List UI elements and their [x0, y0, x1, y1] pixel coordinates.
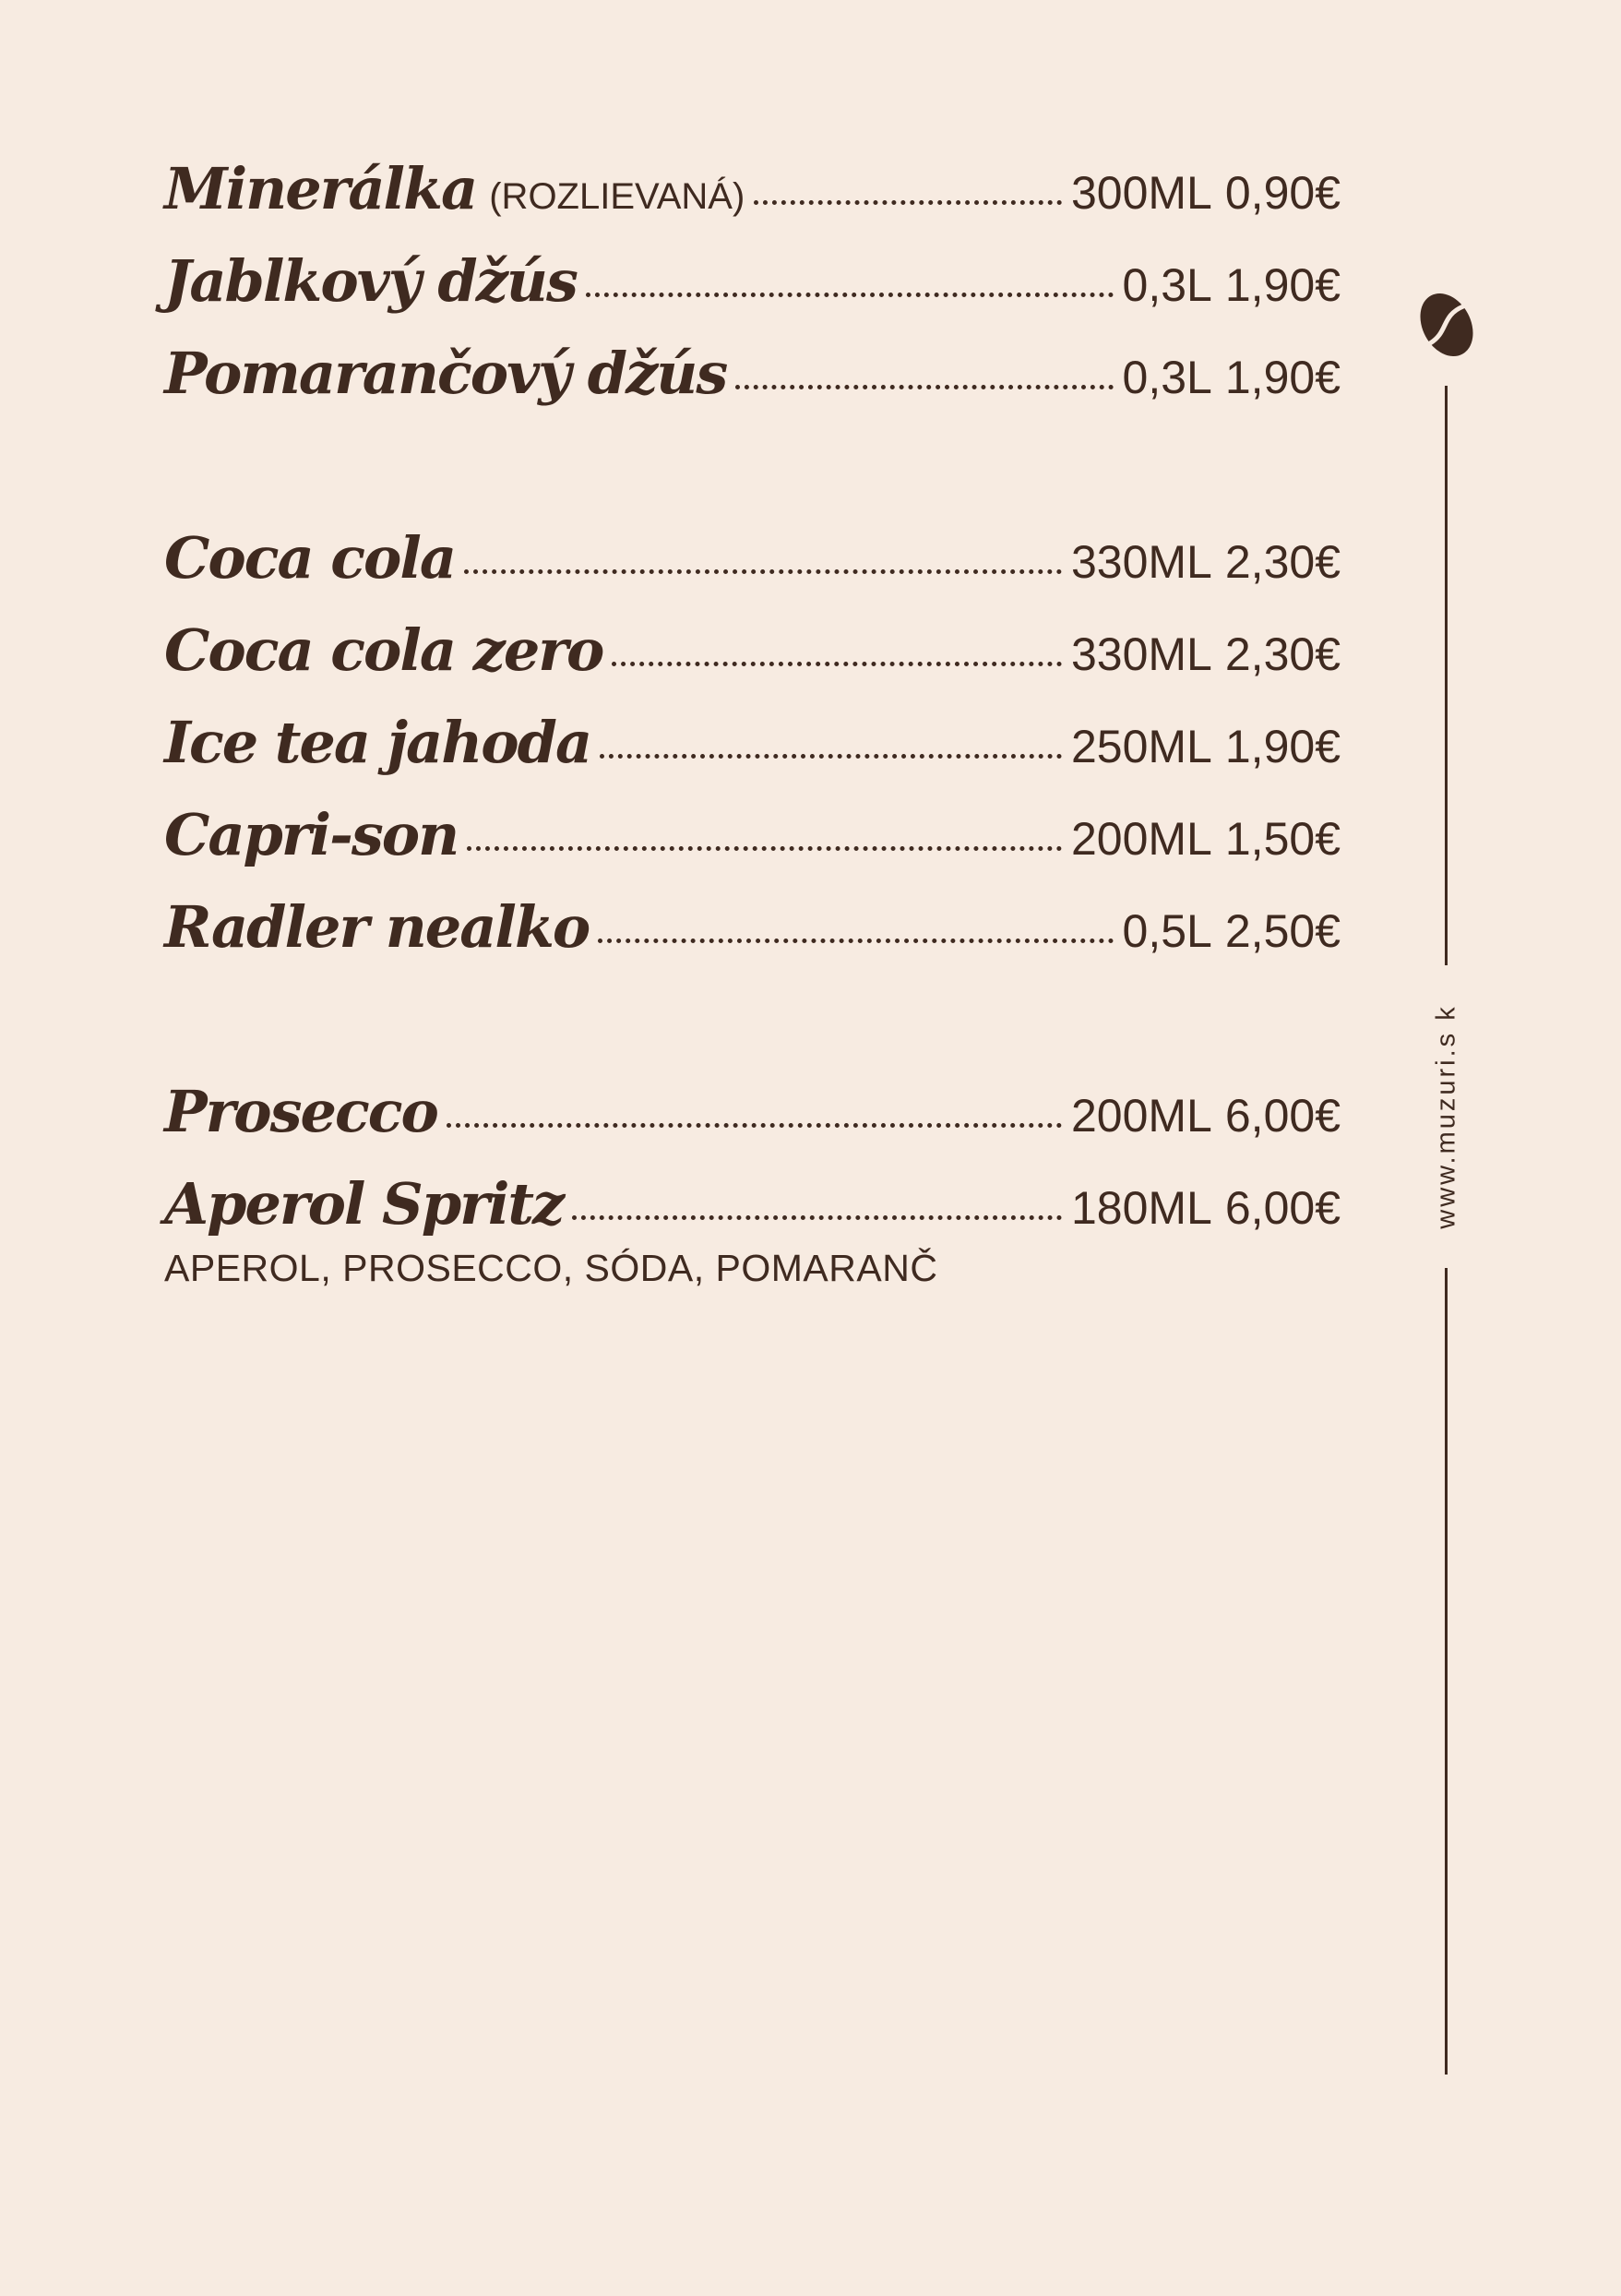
menu-item — [164, 1158, 1341, 1250]
item-volume: 0,3L — [1122, 259, 1212, 311]
item-volume: 250ML — [1070, 721, 1212, 772]
divider-line-top — [1445, 386, 1448, 965]
dot-leader — [464, 569, 1062, 574]
item-price: 2,30€ — [1224, 628, 1341, 680]
item-name: Ice tea jahoda — [164, 709, 591, 776]
dot-leader — [612, 662, 1062, 666]
item-name: Pomarančový džús — [164, 340, 727, 407]
item-name: Radler nealko — [164, 893, 590, 961]
item-price: 1,50€ — [1224, 813, 1341, 865]
menu-item — [164, 604, 1341, 697]
item-volume: 200ML — [1070, 1090, 1212, 1142]
dot-leader — [586, 293, 1114, 297]
item-price: 1,90€ — [1224, 352, 1341, 403]
item-volume: 330ML — [1070, 536, 1212, 588]
item-price: 1,90€ — [1224, 721, 1341, 772]
item-volume: 330ML — [1070, 628, 1212, 680]
item-name: Jablkový džús — [164, 247, 577, 315]
dot-leader — [754, 200, 1062, 205]
item-name: Coca cola — [164, 524, 456, 592]
website-url: www.muzuri.s k — [1431, 1004, 1461, 1229]
item-price: 6,00€ — [1224, 1182, 1341, 1234]
menu-item — [164, 328, 1341, 420]
drink-menu — [164, 143, 1341, 1383]
divider-line-bottom — [1445, 1268, 1448, 2075]
item-name: Capri-son — [164, 801, 459, 868]
menu-item — [164, 235, 1341, 328]
coffee-bean-icon — [1417, 288, 1476, 362]
item-volume: 300ML — [1070, 167, 1212, 219]
item-volume: 180ML — [1070, 1182, 1212, 1234]
menu-item — [164, 1066, 1341, 1158]
item-ingredients: APEROL, PROSECCO, SÓDA, POMARANČ — [164, 1247, 938, 1289]
item-price: 2,30€ — [1224, 536, 1341, 588]
menu-group-alcohol — [164, 1066, 1341, 1291]
item-name: Prosecco — [164, 1078, 437, 1145]
item-volume: 200ML — [1070, 813, 1212, 865]
dot-leader — [447, 1123, 1062, 1128]
menu-item — [164, 143, 1341, 235]
item-price: 2,50€ — [1224, 905, 1341, 957]
item-volume: 0,3L — [1122, 352, 1212, 403]
item-name: Minerálka — [164, 155, 477, 222]
item-volume: 0,5L — [1122, 905, 1212, 957]
menu-group-juices — [164, 143, 1341, 420]
dot-leader — [600, 754, 1062, 759]
item-price: 1,90€ — [1224, 259, 1341, 311]
menu-item — [164, 789, 1341, 881]
item-note: (ROZLIEVANÁ) — [489, 176, 745, 217]
dot-leader — [572, 1215, 1062, 1220]
menu-group-soft-drinks — [164, 512, 1341, 974]
dot-leader — [467, 846, 1062, 851]
item-name: Aperol Spritz — [164, 1170, 564, 1238]
item-price: 6,00€ — [1224, 1090, 1341, 1142]
dot-leader — [598, 939, 1113, 943]
menu-item — [164, 697, 1341, 789]
menu-item — [164, 512, 1341, 604]
dot-leader — [735, 385, 1113, 389]
menu-item — [164, 881, 1341, 974]
item-name: Coca cola zero — [164, 616, 603, 684]
item-price: 0,90€ — [1224, 167, 1341, 219]
